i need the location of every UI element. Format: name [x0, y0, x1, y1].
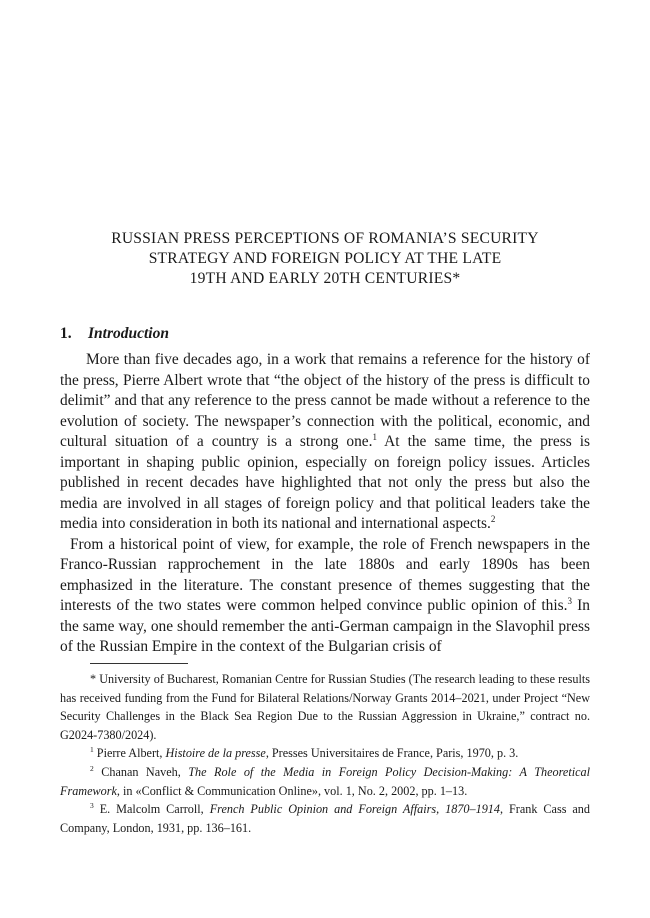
chapter-title	[60, 229, 590, 289]
chapter-title-line-2: STRATEGY AND FOREIGN POLICY AT THE LATE	[148, 250, 502, 267]
footnote-1-number: 1	[90, 745, 94, 755]
footnote-ref-3[interactable]: 3	[567, 596, 572, 606]
chapter-title-line-1: RUSSIAN PRESS PERCEPTIONS OF ROMANIA’S SECURITY	[111, 230, 539, 247]
footnote-3-details: , Frank Cass and Company, London, 1931, pp. 136–161.	[60, 802, 590, 835]
footnote-2-author: Chanan Naveh,	[93, 764, 189, 779]
section-number: 1.	[60, 325, 72, 342]
footnote-2-work: The Role of the Media in Foreign Policy Decision-Making: A Theoretical Framework	[60, 764, 590, 798]
section-title: Introduction	[88, 325, 169, 342]
footnote-2-number: 2	[90, 763, 94, 773]
footnote-2-details: , in «Conflict & Communication Online», vol. 1, No. 2, 2002, pp. 1–13.	[116, 783, 468, 798]
paragraph-2	[60, 535, 590, 658]
paragraph-1-text-a: More than five decades ago, in a work that remains a reference for the history of the press, Pierre Albert wrote that “the object of the history of the press is difficult to delimit” and that any reference to the press cannot be made without a reference to the evolution of society. The newspaper’s connection with the political, economic, and cultural situation of a country is a strong one.	[60, 351, 590, 450]
footnote-1-work: Histoire de la presse	[165, 746, 266, 761]
footnote-3	[60, 800, 590, 837]
footnote-1-details: , Presses Universitaires de France, Paris, 1970, p. 3.	[265, 746, 519, 761]
footnote-1	[60, 744, 590, 763]
footnote-3-work: French Public Opinion and Foreign Affairs, 1870–1914	[209, 802, 500, 817]
paragraph-1-text-b: At the same time, the press is important in shaping public opinion, especially on foreign policy issues. Articles published in recent decades have highlighted that not only the press but also the media are involved in all stages of foreign policy and that political leaders take the media into consideration in both its national and international aspects.	[60, 433, 590, 532]
footnote-divider	[90, 663, 188, 664]
footnote-3-author: E. Malcolm Carroll,	[93, 802, 210, 817]
footnote-1-author: Pierre Albert,	[93, 746, 166, 761]
chapter-title-line-3: 19TH AND EARLY 20TH CENTURIES*	[189, 270, 461, 287]
footnote-2	[60, 763, 590, 800]
footnote-ref-1[interactable]: 1	[372, 432, 377, 442]
footnote-3-number: 3	[90, 801, 94, 811]
footnotes	[60, 670, 590, 837]
paragraph-2-text-b: In the same way, one should remember the anti-German campaign in the Slavophil press of the Russian Empire in the context of the Bulgarian crisis of	[60, 597, 590, 655]
footnote-star: * University of Bucharest, Romanian Centre for Russian Studies (The research leading to these results has received funding from the Fund for Bilateral Relations/Norway Grants 2014–2021, under Project “New Security Challenges in the Black Sea Region Due to the Russian Aggression in Ukraine,” contract no. G2024-7380/2024).	[60, 672, 590, 742]
footnote-ref-2[interactable]: 2	[490, 514, 496, 524]
body-text	[60, 350, 590, 658]
paragraph-1	[60, 350, 590, 535]
section-heading	[60, 324, 169, 344]
paragraph-2-text-a: From a historical point of view, for example, the role of French newspapers in the Franco-Russian rapprochement in the late 1880s and early 1890s has been emphasized in the literature. The constant presence of themes suggesting that the interests of the two states were common helped convince public opinion of this.	[60, 535, 590, 614]
